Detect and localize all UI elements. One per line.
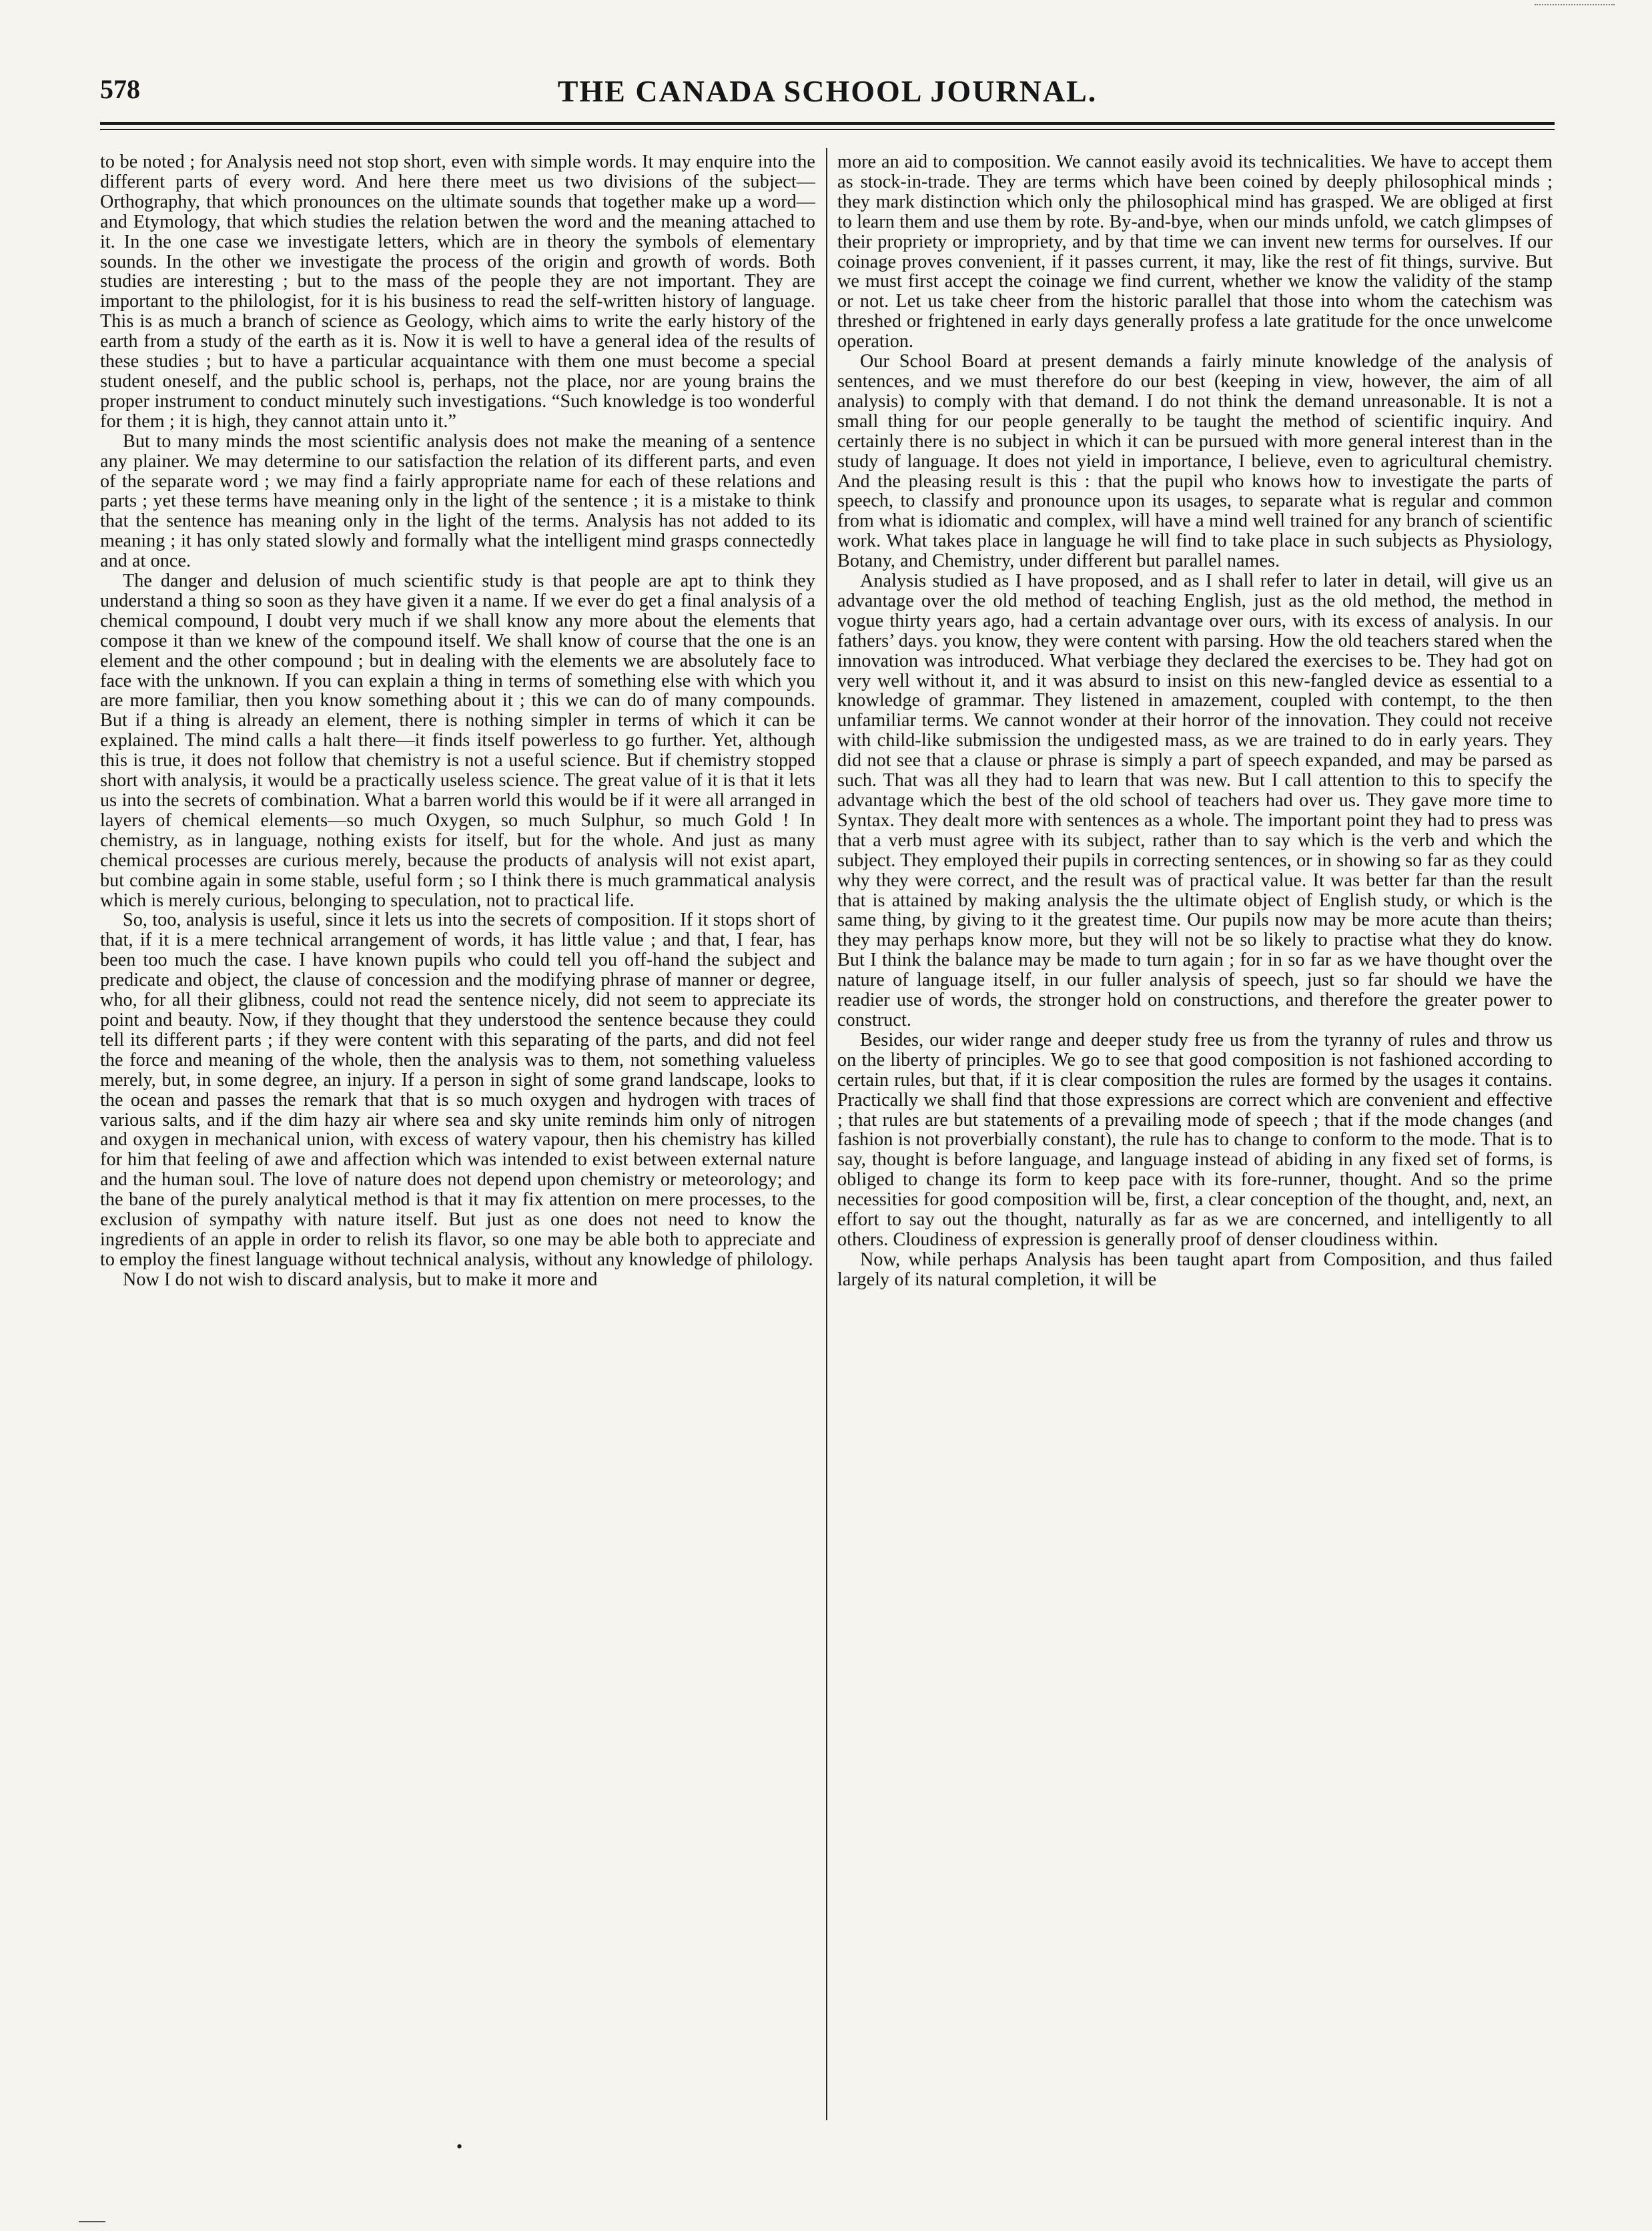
paragraph: Besides, our wider range and deeper study free us from the tyranny of rules and throw us on the liberty of principles. We go to see that good composition is not fashioned according to certain rules, but that, if it is clear composition the rules are formed by the usages it contains. Practically we shall find that those expressions are correct which are convenient and effective ; that rules are but statements of a prevailing mode of speech ; that if the mode changes (and fashion is not proverbially constant), the rule has to change to conform to the mode. That is to say, thought is before language, and language instead of abiding in any fixed set of forms, is obliged to change its form to keep pace with its fore-runner, thought. And so the prime necessities for good composition will be, first, a clear conception of the thought, and, next, an effort to say out the thought, naturally as far as we are concerned, and intelligently to all others. Cloudiness of expression is generally proof of denser cloudiness within. — [837, 1029, 1553, 1250]
footer-mark: • — [456, 2137, 463, 2156]
paragraph: So, too, analysis is useful, since it lets us into the secrets of composition. If it stops short of that, if it is a mere technical arrangement of words, it has little value ; and that, I fear, has been too much the case. I have known pupils who could tell you off-hand the subject and predicate and object, the clause of concession and the modifying phrase of manner or degree, who, for all their glibness, could not read the sentence nicely, did not seem to appreciate its point and beauty. Now, if they thought that they understood the sentence because they could tell its different parts ; if they were content with this separating of the parts, and did not feel the force and meaning of the whole, then the analysis was to them, not something valueless merely, but, in some degree, an injury. If a person in sight of some grand landscape, looks to the ocean and passes the remark that that is so much oxygen and hydrogen with traces of various salts, and if the dim hazy air where sea and sky unite reminds him only of nitrogen and oxygen in mechanical union, with excess of watery vapour, then his chemistry has killed for him that feeling of awe and affection which was intended to exist between external nature and the human soul. The love of nature does not depend upon chemistry or meteorology; and the bane of the purely analytical method is that it may fix attention on mere processes, to the exclusion of sympathy with nature itself. But just as one does not need to know the ingredients of an apple in order to relish its flavor, so one may be able both to appreciate and to employ the finest language without technical analysis, without any knowledge of philology. — [100, 910, 815, 1270]
left-column — [100, 152, 815, 2128]
header-rule-thin — [100, 129, 1555, 130]
running-title: THE CANADA SCHOOL JOURNAL. — [557, 74, 1098, 108]
paragraph: Now, while perhaps Analysis has been taught apart from Composition, and thus failed largely of its natural completion, it will be — [837, 1249, 1553, 1290]
header-rule-thick — [100, 122, 1555, 125]
page-number: 578 — [100, 74, 140, 104]
paragraph: to be noted ; for Analysis need not stop short, even with simple words. It may enquire into the different parts of every word. And here there meet us two divisions of the subject—Orthography, that which pronounces on the ultimate sounds that together make up a word—and Etymology, that which studies the relation betwen the word and the meaning attached to it. In the one case we investigate letters, which are in theory the symbols of elementary sounds. In the other we investigate the process of the origin and growth of words. Both studies are interesting ; but to the mass of the people they are not important. They are important to the philologist, for it is his business to read the self-written history of language. This is as much a branch of science as Geology, which aims to write the early history of the earth from a study of the earth as it is. Now it is well to have a general idea of the results of these studies ; but to have a particular acquaintance with them one must become a special student oneself, and the public school is, perhaps, not the place, nor are young brains the proper instrument to conduct minutely such investigations. “Such knowledge is too wonderful for them ; it is high, they cannot attain unto it.” — [100, 152, 815, 432]
column-divider — [826, 148, 827, 2120]
scan-mark — [1535, 4, 1615, 8]
paragraph: Our School Board at present demands a fairly minute knowledge of the analysis of sentences, and we must therefore do our best (keeping in view, however, the aim of all analysis) to comply with that demand. I do not think the demand unreasonable. It is not a small thing for our people generally to be taught the method of scientific inquiry. And certainly there is no subject in which it can be pursued with more general interest than in the study of language. It does not yield in importance, I believe, even to agricultural chemistry. And the pleasing result is this : that the pupil who knows how to investigate the parts of speech, to classify and pronounce upon its usages, to separate what is regular and common from what is idiomatic and complex, will have a mind well trained for any branch of scientific work. What takes place in language he will find to take place in such subjects as Physiology, Botany, and Chemistry, under different but parallel names. — [837, 351, 1553, 572]
paragraph: But to many minds the most scientific analysis does not make the meaning of a sentence any plainer. We may determine to our satisfaction the relation of its different parts, and even of the separate word ; we may find a fairly appropriate name for each of these relations and parts ; yet these terms have meaning only in the light of the sentence ; it is a mistake to think that the sentence has meaning only in the light of the terms. Analysis has not added to its meaning ; it has only stated slowly and formally what the intelligent mind grasps connectedly and at once. — [100, 430, 815, 572]
paragraph: more an aid to composition. We cannot easily avoid its technicalities. We have to accept them as stock-in-trade. They are terms which have been coined by deeply philosophical minds ; they mark distinction which only the philosophical mind has grasped. We are obliged at first to learn them and use them by rote. By-and-bye, when our minds unfold, we catch glimpses of their propriety or impropriety, and by that time we can invent new terms for ourselves. If our coinage proves convenient, if it passes current, it may, like the rest of fit things, survive. But we must first accept the coinage we find current, whether we know the validity of the stamp or not. Let us take cheer from the historic parallel that those into whom the catechism was threshed or frightened in early days generally profess a late gratitude for the once unwelcome operation. — [837, 152, 1553, 352]
right-column — [837, 152, 1553, 2128]
paragraph: Now I do not wish to discard analysis, but to make it more and — [123, 1269, 598, 1290]
paragraph: The danger and delusion of much scientific study is that people are apt to think they understand a thing so soon as they have given it a name. If we ever do get a final analysis of a chemical compound, I doubt very much if we shall know any more about the elements that compose it than we knew of the compound itself. We shall know of course that the one is an element and the other compound ; but in dealing with the elements we are absolutely face to face with the unknown. If you can explain a thing in terms of something else with which you are more familiar, then you know something about it ; this we can do of many compounds. But if a thing is already an element, there is nothing simpler in terms of which it can be explained. The mind calls a halt there—it finds itself powerless to go further. Yet, although this is true, it does not follow that chemistry is not a useful science. But if chemistry stopped short with analysis, it would be a practically useless science. The great value of it is that it lets us into the secrets of combination. What a barren world this would be if it were all arranged in layers of chemical elements—so much Oxygen, so much Sulphur, so much Gold ! In chemistry, as in language, nothing exists for itself, but for the whole. And just as many chemical processes are curious merely, because the products of analysis will not exist apart, but combine again in some stable, useful form ; so I think there is much grammatical analysis which is merely curious, belonging to speculation, not to practical life. — [100, 571, 815, 911]
scan-mark — [79, 2221, 105, 2222]
paragraph: Analysis studied as I have proposed, and as I shall refer to later in detail, will give us an advantage over the old method of teaching English, just as the old method, the method in vogue thirty years ago, had a certain advantage over ours, with its excess of analysis. In our fathers’ days. you know, they were content with parsing. How the old teachers stared when the innovation was introduced. What verbiage they declared the exercises to be. They had got on very well without it, and it was absurd to insist on this new-fangled device as essential to a knowledge of grammar. They listened in amazement, coupled with contempt, to the then unfamiliar terms. We cannot wonder at their horror of the innovation. They could not receive with child-like submission the undigested mass, as we are trained to do in early years. They did not see that a clause or phrase is simply a part of speech expanded, and may be parsed as such. That was all they had to learn that was new. But I call attention to this to specify the advantage which the best of the old school of teachers had over us. They gave more time to Syntax. They dealt more with sentences as a whole. The important point they had to press was that a verb must agree with its subject, rather than to say which is the verb and which the subject. They employed their pupils in correcting sentences, or in showing so far as they could why they were correct, and the result was of practical value. It was better far than the result that is attained by making analysis the the ultimate object of English study, or which is the same thing, by giving to it the greatest time. Our pupils now may be more acute than theirs; they may perhaps know more, but they will not be so likely to practise what they do know. But I think the balance may be made to turn again ; for in so far as we have thought over the nature of language itself, in our fuller analysis of speech, just so far should we have the readier use of words, the stronger hold on constructions, and therefore the greater power to construct. — [837, 571, 1553, 1030]
page-header — [100, 73, 1555, 113]
